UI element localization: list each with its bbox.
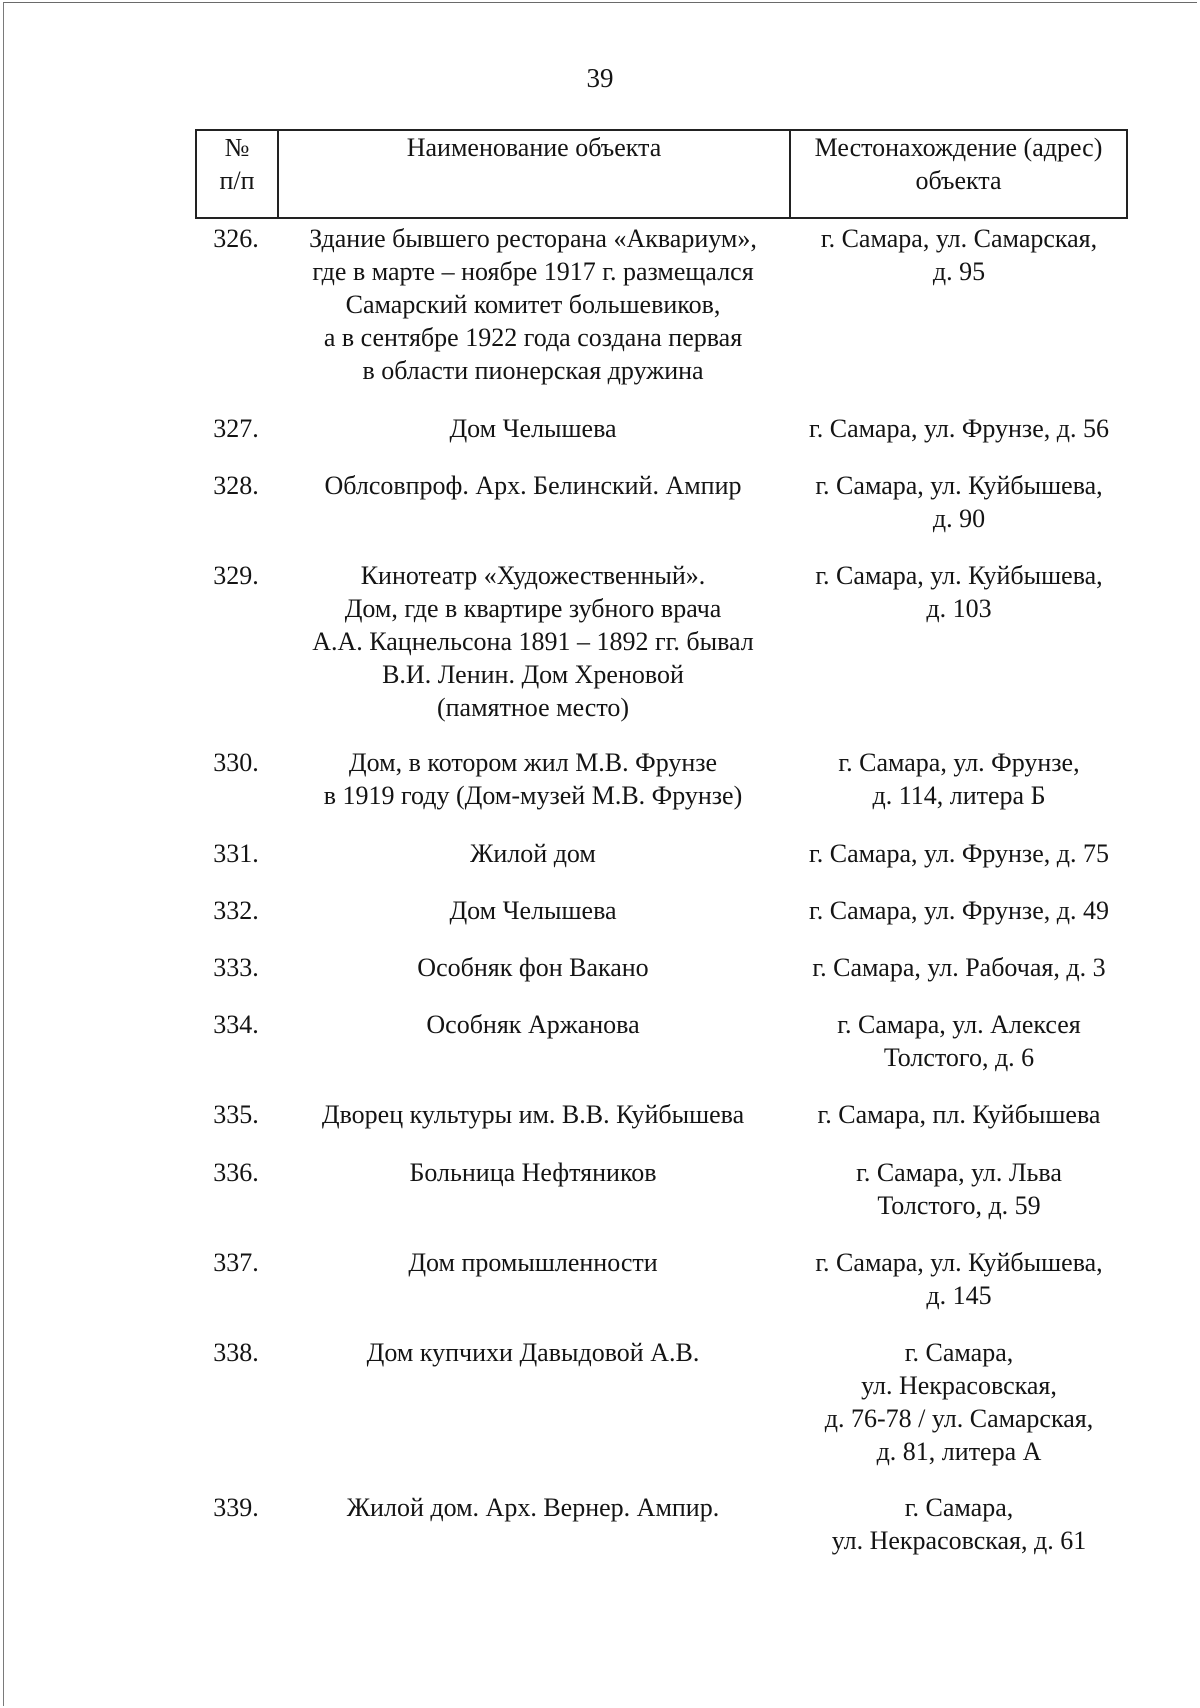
object-name-cell <box>277 222 789 387</box>
row-number: 330. <box>213 748 259 777</box>
object-name-line: Больница Нефтяников <box>409 1158 657 1187</box>
row-number: 335. <box>213 1100 259 1129</box>
header-number-line: п/п <box>219 166 255 195</box>
header-name-cell <box>279 131 791 217</box>
object-address-cell <box>789 746 1129 812</box>
header-name-line: Наименование объекта <box>406 133 662 162</box>
object-address-line: д. 76-78 / ул. Самарская, <box>824 1404 1094 1433</box>
header-address-line: Местонахождение (адрес) <box>814 133 1103 162</box>
header-address-line: объекта <box>915 166 1002 195</box>
object-name-cell <box>277 1098 789 1131</box>
object-address-line: д. 145 <box>926 1281 992 1310</box>
object-name-line: в 1919 году (Дом-музей М.В. Фрунзе) <box>323 781 743 810</box>
object-address-line: г. Самара, ул. Фрунзе, д. 56 <box>809 414 1109 443</box>
row-number: 326. <box>213 224 259 253</box>
object-name-line: Дом купчихи Давыдовой А.В. <box>366 1338 700 1367</box>
object-address-line: Толстого, д. 6 <box>883 1043 1035 1072</box>
object-address-line: г. Самара, ул. Самарская, <box>820 224 1098 253</box>
row-number: 329. <box>213 561 259 590</box>
object-name-cell <box>277 894 789 927</box>
object-address-line: г. Самара, <box>904 1338 1014 1367</box>
object-address-cell <box>789 412 1129 445</box>
object-address-line: г. Самара, ул. Алексея <box>837 1010 1081 1039</box>
object-name-line: Кинотеатр «Художественный». <box>360 561 706 590</box>
row-number: 339. <box>213 1493 259 1522</box>
object-address-line: г. Самара, ул. Фрунзе, д. 75 <box>809 839 1109 868</box>
object-address-line: д. 90 <box>932 504 986 533</box>
row-number: 327. <box>213 414 259 443</box>
object-name-line: Дом, где в квартире зубного врача <box>344 594 722 623</box>
object-address-cell <box>789 837 1129 870</box>
object-name-cell <box>277 746 789 812</box>
object-name-cell <box>277 1336 789 1369</box>
object-address-cell <box>789 1008 1129 1074</box>
row-number: 337. <box>213 1248 259 1277</box>
page-number: 39 <box>586 63 614 93</box>
object-name-line: Жилой дом <box>470 839 596 868</box>
object-address-line: д. 114, литера Б <box>872 781 1046 810</box>
object-name-line: а в сентябре 1922 года создана первая <box>323 323 743 352</box>
object-name-cell <box>277 1156 789 1189</box>
object-name-cell <box>277 951 789 984</box>
object-address-line: д. 103 <box>926 594 992 623</box>
object-address-line: г. Самара, ул. Рабочая, д. 3 <box>812 953 1106 982</box>
row-number: 328. <box>213 471 259 500</box>
object-address-line: ул. Некрасовская, <box>861 1371 1057 1400</box>
object-name-line: Облсовпроф. Арх. Белинский. Ампир <box>324 471 742 500</box>
object-address-cell <box>789 1246 1129 1312</box>
object-address-line: г. Самара, ул. Куйбышева, <box>815 1248 1103 1277</box>
object-name-cell <box>277 837 789 870</box>
object-address-line: г. Самара, пл. Куйбышева <box>817 1100 1101 1129</box>
object-name-line: Дом Челышева <box>449 896 617 925</box>
object-name-line: Особняк фон Вакано <box>417 953 649 982</box>
object-name-line: А.А. Кацнельсона 1891 – 1892 гг. бывал <box>312 627 754 656</box>
object-name-line: В.И. Ленин. Дом Хреновой <box>382 660 684 689</box>
object-name-cell <box>277 559 789 724</box>
row-number: 334. <box>213 1010 259 1039</box>
object-address-cell <box>789 1491 1129 1557</box>
object-name-line: Самарский комитет большевиков, <box>345 290 721 319</box>
object-name-cell <box>277 412 789 445</box>
object-name-line: (памятное место) <box>436 693 630 722</box>
object-address-cell <box>789 559 1129 625</box>
object-address-line: г. Самара, ул. Фрунзе, д. 49 <box>809 896 1109 925</box>
object-address-cell <box>789 222 1129 288</box>
object-name-cell <box>277 1246 789 1279</box>
header-number-cell <box>197 131 279 217</box>
object-name-line: Дом Челышева <box>449 414 617 443</box>
row-number: 331. <box>213 839 259 868</box>
object-address-line: Толстого, д. 59 <box>877 1191 1041 1220</box>
row-number: 336. <box>213 1158 259 1187</box>
object-name-line: в области пионерская дружина <box>362 356 704 385</box>
row-number: 332. <box>213 896 259 925</box>
object-name-line: где в марте – ноябре 1917 г. размещался <box>312 257 754 286</box>
table-header <box>195 129 1128 219</box>
object-name-line: Жилой дом. Арх. Вернер. Ампир. <box>346 1493 720 1522</box>
object-name-line: Дом, в котором жил М.В. Фрунзе <box>348 748 718 777</box>
object-address-cell <box>789 1156 1129 1222</box>
row-number: 338. <box>213 1338 259 1367</box>
object-address-line: ул. Некрасовская, д. 61 <box>831 1526 1087 1555</box>
object-address-cell <box>789 1098 1129 1131</box>
object-name-line: Дворец культуры им. В.В. Куйбышева <box>321 1100 745 1129</box>
object-name-cell <box>277 1008 789 1041</box>
header-address-cell <box>791 131 1126 217</box>
object-address-cell <box>789 469 1129 535</box>
object-address-line: г. Самара, ул. Куйбышева, <box>815 561 1103 590</box>
object-name-cell <box>277 1491 789 1524</box>
object-name-line: Дом промышленности <box>408 1248 658 1277</box>
object-address-line: д. 95 <box>932 257 986 286</box>
header-number-line: № <box>224 133 250 162</box>
object-address-line: г. Самара, ул. Льва <box>856 1158 1062 1187</box>
object-address-line: г. Самара, <box>904 1493 1014 1522</box>
object-name-line: Здание бывшего ресторана «Аквариум», <box>309 224 757 253</box>
row-number: 333. <box>213 953 259 982</box>
object-address-line: г. Самара, ул. Фрунзе, <box>838 748 1080 777</box>
object-name-cell <box>277 469 789 502</box>
object-address-cell <box>789 951 1129 984</box>
object-address-cell <box>789 894 1129 927</box>
object-address-line: д. 81, литера А <box>876 1437 1042 1466</box>
object-address-cell <box>789 1336 1129 1468</box>
object-address-line: г. Самара, ул. Куйбышева, <box>815 471 1103 500</box>
object-name-line: Особняк Аржанова <box>426 1010 640 1039</box>
